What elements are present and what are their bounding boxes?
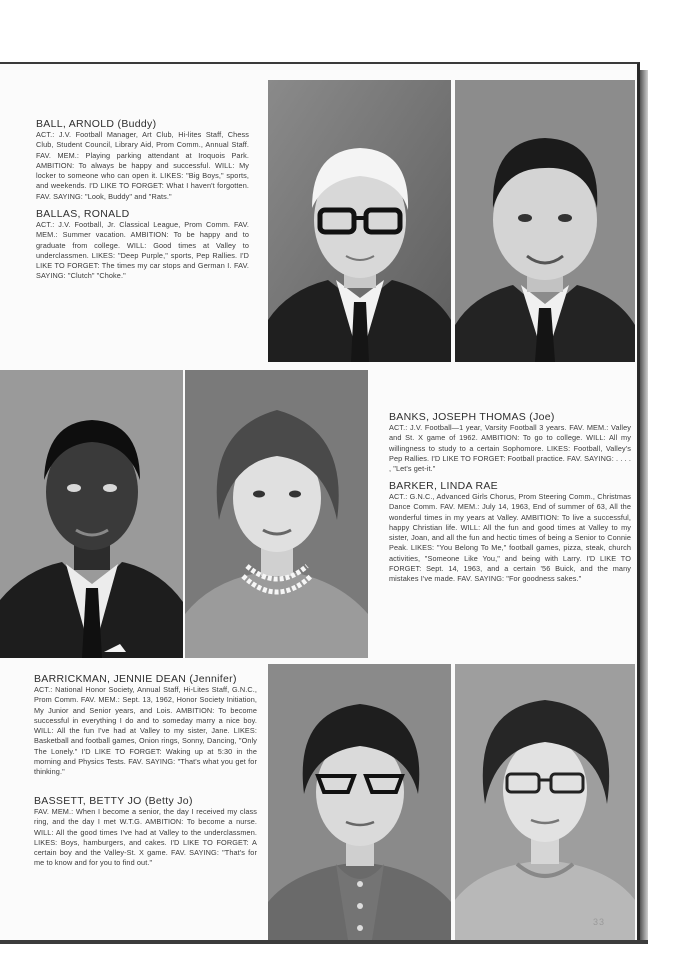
- student-details: ACT.: G.N.C., Advanced Girls Chorus, Prom Steering Comm., Christmas Dance Comm. FAV. MEM.: July 14, 1963, End of summer of 63, All the wonderful times in my years at Valley. AMBITION: To live a successful, happy Christian life. WILL: All the fun and good times at Valley to my sister, Joan, and all the fun and hectic times of being a Senior to Connie Peak. LIKES: "You Belong To Me," football games, pizza, steak, church activities, "Someone Like You," and being with Larry. I'D LIKE TO FORGET: Sept. 14, 1963, and a certain '56 Buick, and the many mistakes I've made. FAV. SAYING: "For goodness sakes.": [389, 492, 631, 584]
- student-name: BASSETT, BETTY JO (Betty Jo): [34, 795, 193, 807]
- student-details: ACT.: J.V. Football Manager, Art Club, Hi-lites Staff, Chess Club, Student Council, Library Aid, Prom Comm., Annual Staff. FAV. MEM.: Playing parking attendant at Iroquois Park. AMBITION: To always be happy and successful. WILL: My locker to someone who can open it. LIKES: "Big Boys," sports, and weekends. I'D LIKE TO FORGET: What I haven't forgotten. FAV. SAYING: "Look, Buddy" and "Rats.": [36, 130, 249, 201]
- student-name: BALLAS, RONALD: [36, 208, 130, 220]
- page-bottom-edge: [0, 940, 648, 944]
- student-entry-ballas: [36, 208, 249, 282]
- student-details: ACT.: J.V. Football, Jr. Classical League, Prom Comm. FAV. MEM.: Summer vacation. AMBITION: To be happy and to graduate from college. WILL: Good times at Valley to underclassmen. LIKES: "Deep Purple," sports, Pep Rallies. I'D LIKE TO FORGET: The times my car stops and German I. FAV. SAYING: "Clutch" "Choke.": [36, 220, 249, 281]
- portrait-photo-ball: [268, 80, 451, 362]
- student-entry-ball: [36, 118, 249, 202]
- portrait-photo-bassett: [455, 664, 635, 940]
- page-number: 33: [593, 917, 606, 927]
- student-name: BALL, ARNOLD (Buddy): [36, 118, 157, 130]
- student-name: BARKER, LINDA RAE: [389, 480, 498, 492]
- student-details: ACT.: National Honor Society, Annual Staff, Hi-Lites Staff, G.N.C., Prom Comm. FAV. MEM.: Sept. 13, 1962, Honor Society Initiation, My Junior and Senior years, and Lois. AMBITION: To become successful in everything I do and to someday marry a nice boy. WILL: All the fun I've had at Valley to my sister, Jane. LIKES: Basketball and football games, Onion rings, Sonny, Dancing, "Only The Lonely." I'D LIKE TO FORGET: Waking up at 5:30 in the morning and Physics Tests. FAV. SAYING: "That's what you get for thinking.": [34, 685, 257, 777]
- student-name: BANKS, JOSEPH THOMAS (Joe): [389, 411, 555, 423]
- student-details: FAV. MEM.: When I become a senior, the day I received my class ring, and the day I met W.T.G. AMBITION: To become a nurse. WILL: All the good times I've had at Valley to the underclassmen. LIKES: Boys, hamburgers, and cakes. I'D LIKE TO FORGET: A certain boy and the Valley-St. X game. FAV. SAYING: "That's for me to know and for you to find out.": [34, 807, 257, 868]
- student-details: ACT.: J.V. Football—1 year, Varsity Football 3 years. FAV. MEM.: Valley and St. X game of 1962. AMBITION: To go to college. WILL: All my willingness to study to a certain Sophomore. LIKES: Football, Valley's Pep Rallies. I'D LIKE TO FORGET: Football practice. FAV. SAYING: . . . . , "Let's get-it.": [389, 423, 631, 474]
- student-entry-barker: [389, 480, 631, 585]
- student-name: BARRICKMAN, JENNIE DEAN (Jennifer): [34, 673, 237, 685]
- portrait-photo-banks: [0, 370, 183, 658]
- portrait-photo-barrickman: [268, 664, 451, 940]
- page-edge-shadow: [640, 70, 648, 942]
- student-entry-banks: [389, 411, 631, 474]
- student-entry-bassett: [34, 795, 257, 869]
- portrait-photo-barker: [185, 370, 368, 658]
- student-entry-barrickman: [34, 673, 257, 778]
- portrait-photo-ballas: [455, 80, 635, 362]
